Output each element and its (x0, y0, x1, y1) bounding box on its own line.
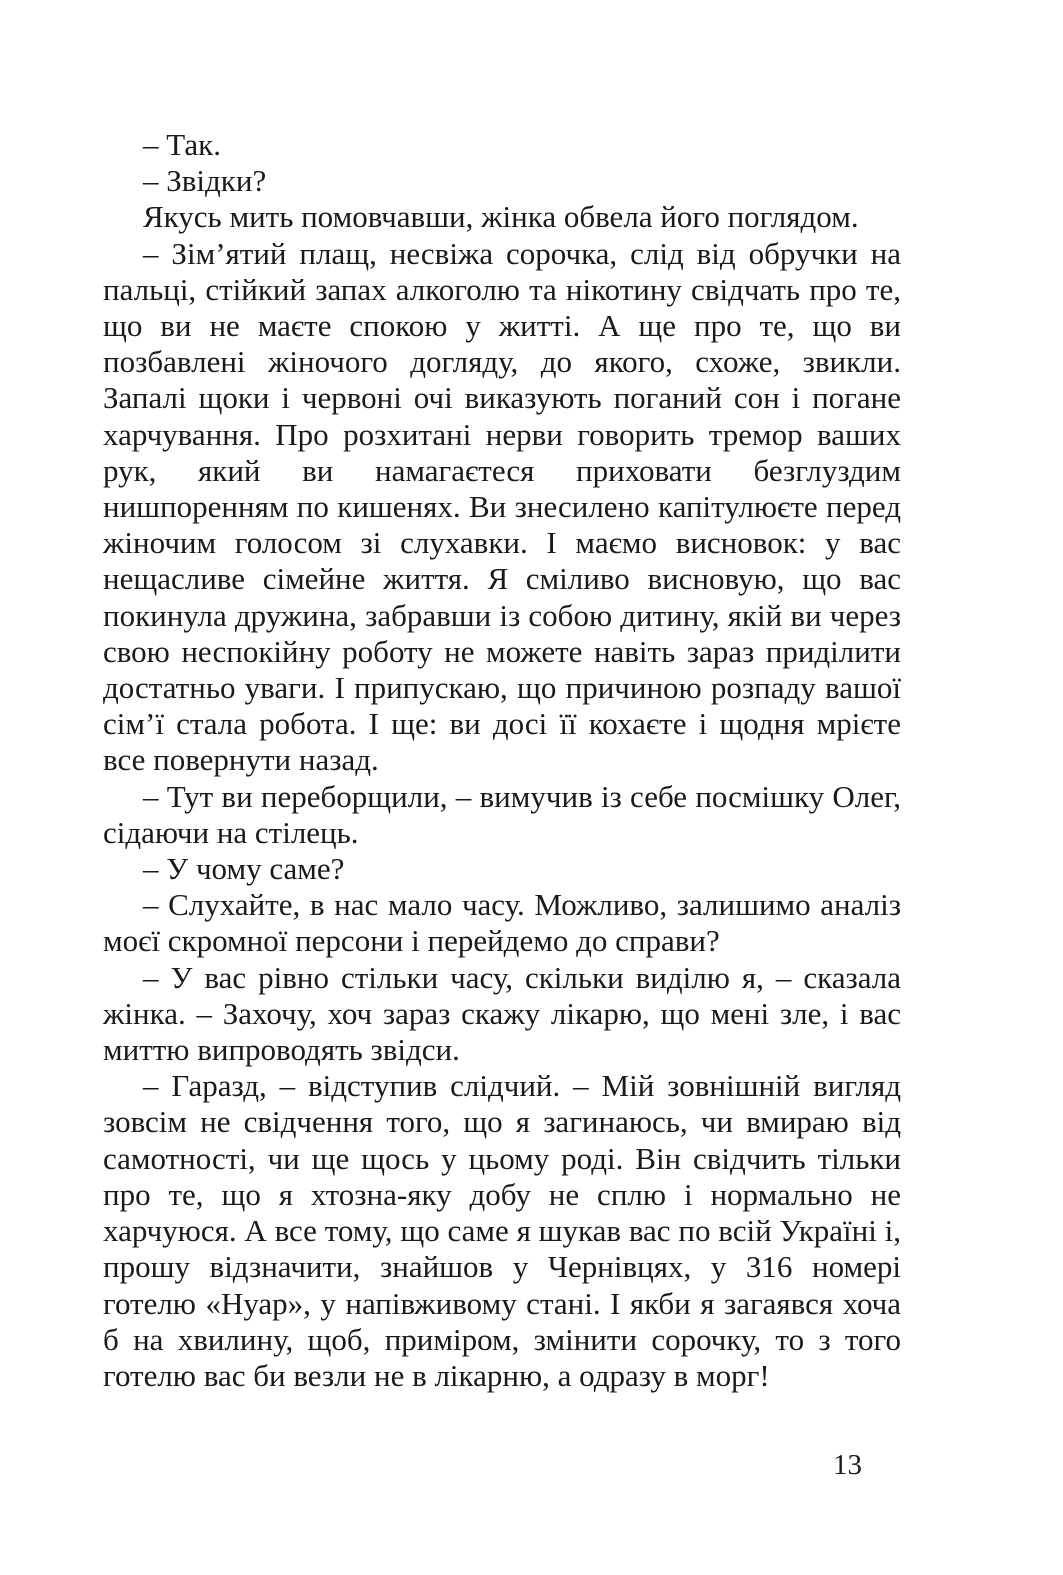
paragraph: Якусь мить помовчавши, жінка обвела його поглядом. (143, 199, 859, 235)
paragraph: – Звідки? (143, 163, 267, 199)
paragraph: – Гаразд, – відступив слідчий. – Мій зовнішній вигляд зовсім не свідчення того, що я загинаюсь, чи вмираю від самотності, чи ще щось у цьому роді. Він свідчить тільки про те, що я хтозна-яку добу не сплю і нормально не харчуюся. А все тому, що саме я шукав вас по всій Україні і, прошу відзначити, знайшов у Чернівцях, у 316 номері готелю «Нуар», у напівживому стані. І якби я загаявся хоча б на хвилину, щоб, приміром, змінити сорочку, то з того готелю вас би везли не в лікарню, а одразу в морг! (103, 1068, 901, 1393)
paragraph: – Тут ви переборщили, – вимучив із себе посмішку Олег, сідаючи на стілець. (103, 778, 901, 850)
paragraph: – У чому саме? (143, 851, 345, 887)
paragraph: – У вас рівно стільки часу, скільки виділю я, – сказала жінка. – Захочу, хоч зараз скажу лікарю, що мені зле, і вас миттю випроводять звідси. (103, 959, 901, 1068)
page-body (103, 127, 901, 1394)
paragraph: – Слухайте, в нас мало часу. Можливо, залишимо аналіз моєї скромної персони і перейдемо до справи? (103, 887, 901, 959)
page-number: 13 (833, 1449, 862, 1481)
paragraph: – Зім’ятий плащ, несвіжа сорочка, слід від обручки на пальці, стійкий запах алкоголю та нікотину свідчать про те, що ви не маєте спокою у житті. А ще про те, що ви позбавлені жіночого догляду, до якого, схоже, звикли. Запалі щоки і червоні очі виказують поганий сон і погане харчування. Про розхитані нерви говорить тремор ваших рук, який ви намагаєтеся приховати безглуздим нишпоренням по кишенях. Ви знесилено капітулюєте перед жіночим голосом зі слухавки. І маємо висновок: у вас нещасливе сімейне життя. Я сміливо висновую, що вас покинула дружина, забравши із собою дитину, якій ви через свою неспокійну роботу не можете навіть зараз приділити достатньо уваги. І припускаю, що причиною розпаду вашої сім’ї стала робота. І ще: ви досі її кохаєте і щодня мрієте все повернути назад. (103, 235, 901, 778)
paragraph: – Так. (143, 127, 221, 162)
